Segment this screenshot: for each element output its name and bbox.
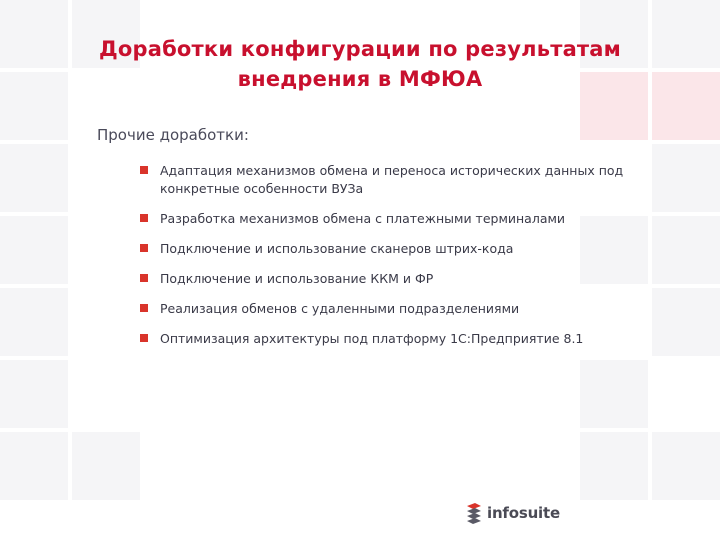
list-item-text: Реализация обменов с удаленными подразделениями xyxy=(160,301,520,316)
list-item-text: Оптимизация архитектуры под платформу 1С:Предприятие 8.1 xyxy=(160,331,584,346)
list-item-text: Адаптация механизмов обмена и переноса исторических данных под конкретные особенности ВУЗа xyxy=(160,163,624,196)
infosuite-logo-icon xyxy=(465,502,483,524)
square-bullet-icon xyxy=(140,274,148,282)
section-subheading: Прочие доработки: xyxy=(97,126,249,144)
square-bullet-icon xyxy=(140,244,148,252)
list-item xyxy=(140,330,680,348)
square-bullet-icon xyxy=(140,304,148,312)
list-item xyxy=(140,240,680,258)
bullet-list xyxy=(140,162,680,348)
square-bullet-icon xyxy=(140,334,148,342)
list-item-text: Подключение и использование сканеров штрих-кода xyxy=(160,241,514,256)
list-item xyxy=(140,300,680,318)
square-bullet-icon xyxy=(140,214,148,222)
infosuite-logo xyxy=(465,500,560,526)
page-title: Доработки конфигурации по результатам внедрения в МФЮА xyxy=(98,37,622,91)
list-item xyxy=(140,162,680,198)
logo-text: infosuite xyxy=(487,504,560,522)
list-item xyxy=(140,210,680,228)
list-item xyxy=(140,270,680,288)
square-bullet-icon xyxy=(140,166,148,174)
list-item-text: Подключение и использование ККМ и ФР xyxy=(160,271,434,286)
list-item-text: Разработка механизмов обмена с платежными терминалами xyxy=(160,211,566,226)
